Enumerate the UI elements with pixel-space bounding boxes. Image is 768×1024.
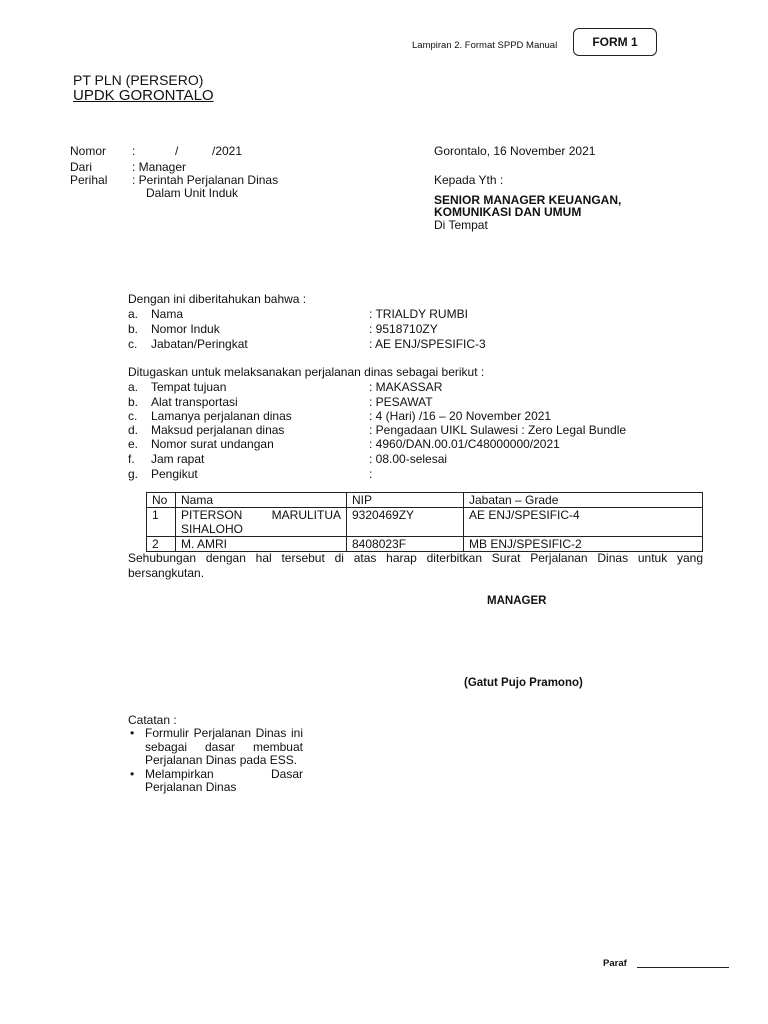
name-part: SIHALOHO: [181, 522, 244, 536]
kepada-label: Kepada Yth :: [434, 173, 504, 187]
nomor-slash: /: [175, 144, 179, 158]
list-item-value: : 4 (Hari) /16 – 20 November 2021: [369, 409, 552, 423]
list-item-marker: g.: [128, 467, 139, 481]
list-item-value: : Pengadaan UIKL Sulawesi : Zero Legal Bundle: [369, 423, 627, 437]
list-item: • Melampirkan Dasar Perjalanan Dinas: [128, 768, 303, 795]
list-item-label: Jam rapat: [151, 452, 205, 466]
list-item-marker: c.: [128, 337, 138, 351]
list-item-value: : TRIALDY RUMBI: [369, 307, 468, 321]
cell-jabatan: MB ENJ/SPESIFIC-2: [464, 537, 703, 552]
signer-name: (Gatut Pujo Pramono): [464, 677, 583, 689]
table-header-row: [147, 493, 703, 508]
list-item-label: Alat transportasi: [151, 395, 238, 409]
recipient-line-2: KOMUNIKASI DAN UMUM: [434, 205, 582, 219]
name-part: MARULITUA: [271, 508, 341, 522]
list-item: • Formulir Perjalanan Dinas ini sebagai dasar membuat Perjalanan Dinas pada ESS.: [128, 727, 303, 768]
dari-value: : Manager: [132, 160, 187, 174]
notes-list: [128, 727, 303, 795]
list-item-marker: a.: [128, 307, 139, 321]
unit-name: UPDK GORONTALO: [73, 87, 214, 104]
name-part: PITERSON: [181, 508, 243, 522]
recipient-line-1: SENIOR MANAGER KEUANGAN,: [434, 193, 622, 207]
column-header-nip: NIP: [347, 493, 464, 508]
participants-table: [146, 492, 703, 552]
perihal-label: Perihal: [70, 173, 108, 187]
trip-intro: Ditugaskan untuk melaksanakan perjalanan dinas sebagai berikut :: [128, 365, 485, 379]
list-item-value: : 08.00-selesai: [369, 452, 448, 466]
dari-label: Dari: [70, 160, 93, 174]
list-item-label: Lamanya perjalanan dinas: [151, 409, 292, 423]
attachment-label: Lampiran 2. Format SPPD Manual: [412, 40, 558, 51]
list-item-label: Pengikut: [151, 467, 198, 481]
cell-nip: 8408023F: [347, 537, 464, 552]
list-item-label: Nomor surat undangan: [151, 437, 274, 451]
list-item-label: Tempat tujuan: [151, 380, 227, 394]
list-item-value: : PESAWAT: [369, 395, 433, 409]
nomor-year: /2021: [212, 144, 243, 158]
nomor-colon: :: [132, 144, 136, 158]
table-row: [147, 508, 703, 537]
list-item-value: : 4960/DAN.00.01/C48000000/2021: [369, 437, 560, 451]
cell-no: 2: [147, 537, 176, 552]
table-row: [147, 537, 703, 552]
paraf-label: Paraf: [603, 958, 627, 969]
nomor-label: Nomor: [70, 144, 107, 158]
cell-nip: 9320469ZY: [347, 508, 464, 537]
list-item-value: : AE ENJ/SPESIFIC-3: [369, 337, 486, 351]
list-item-value: :: [369, 467, 373, 481]
list-item-label: Maksud perjalanan dinas: [151, 423, 285, 437]
list-item-marker: b.: [128, 322, 139, 336]
list-item-label: Nama: [151, 307, 184, 321]
list-item-marker: b.: [128, 395, 139, 409]
list-item-marker: a.: [128, 380, 139, 394]
employee-intro: Dengan ini diberitahukan bahwa :: [128, 292, 307, 306]
list-item-marker: c.: [128, 409, 138, 423]
company-name: PT PLN (PERSERO): [73, 72, 204, 88]
column-header-no: No: [147, 493, 176, 508]
column-header-jabatan: Jabatan – Grade: [464, 493, 703, 508]
closing-paragraph: Sehubungan dengan hal tersebut di atas harap diterbitkan Surat Perjalanan Dinas untuk yang bersangkutan.: [128, 551, 703, 580]
perihal-line-1: : Perintah Perjalanan Dinas: [132, 173, 279, 187]
paraf-line: [637, 967, 729, 968]
list-item-value: : 9518710ZY: [369, 322, 438, 336]
name-line: [181, 508, 341, 522]
form-number-badge: FORM 1: [573, 28, 657, 56]
list-item-value: : MAKASSAR: [369, 380, 443, 394]
recipient-place: Di Tempat: [434, 218, 488, 232]
signer-title: MANAGER: [487, 595, 547, 607]
list-item-label: Jabatan/Peringkat: [151, 337, 248, 351]
list-item-label: Nomor Induk: [151, 322, 220, 336]
cell-no: 1: [147, 508, 176, 537]
notes-title: Catatan :: [128, 713, 177, 727]
cell-jabatan: AE ENJ/SPESIFIC-4: [464, 508, 703, 537]
cell-name: M. AMRI: [176, 537, 347, 552]
list-item-marker: e.: [128, 437, 139, 451]
list-item-marker: f.: [128, 452, 135, 466]
column-header-name: Nama: [176, 493, 347, 508]
place-date: Gorontalo, 16 November 2021: [434, 144, 596, 158]
list-item-marker: d.: [128, 423, 139, 437]
cell-name: [176, 508, 347, 537]
perihal-line-2: Dalam Unit Induk: [146, 186, 239, 200]
